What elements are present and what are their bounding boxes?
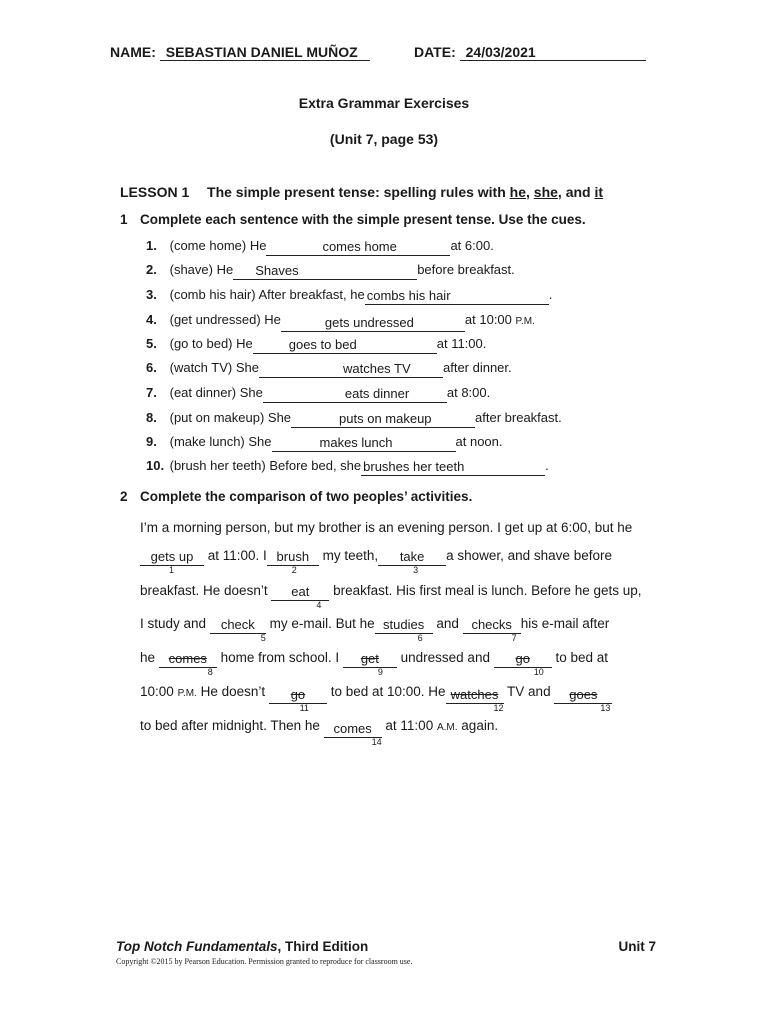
item-cue: (eat dinner) She: [169, 385, 263, 400]
lesson-he: he: [509, 184, 527, 200]
page-title: Extra Grammar Exercises: [298, 95, 470, 111]
ex2-text: again.: [461, 718, 499, 733]
blank-number: 9: [377, 667, 383, 677]
lesson-label: LESSON 1: [120, 184, 190, 200]
item-cue: (watch TV) She: [169, 360, 259, 375]
blank-number: 4: [316, 600, 322, 610]
answer-text: get: [360, 651, 379, 666]
ex2-text: home from school. I: [220, 650, 340, 665]
item-rest: .: [548, 287, 553, 302]
ex2-text: my e-mail. But he: [269, 616, 375, 631]
exercise-1-number: 1: [120, 212, 128, 227]
item-cue: (go to bed) He: [169, 336, 253, 351]
name-label: NAME:: [110, 44, 156, 60]
lesson-it: it: [594, 184, 604, 200]
answer-blank-1[interactable]: [140, 549, 204, 575]
blank-number: 7: [511, 633, 517, 643]
ex2-line-7: [140, 716, 499, 747]
ex2-text: breakfast. He doesn’t: [140, 583, 268, 598]
answer-blank-2[interactable]: [267, 549, 319, 575]
answer-text: puts on makeup: [339, 411, 432, 426]
item-number: 2.: [146, 262, 157, 277]
answer-blank-12[interactable]: [446, 687, 504, 713]
answer-text: goes to bed: [288, 337, 357, 352]
answer-blank[interactable]: [253, 337, 437, 354]
blank-number: 10: [533, 667, 544, 677]
answer-text: studies: [383, 617, 425, 632]
answer-blank-13[interactable]: [554, 687, 612, 713]
ex1-item-5: [146, 334, 486, 354]
answer-text: check: [220, 617, 255, 632]
footer-unit: Unit 7: [618, 939, 656, 954]
answer-blank[interactable]: [272, 435, 456, 452]
ex2-text: at 11:00. I: [207, 548, 267, 563]
blank-number: 14: [371, 737, 382, 747]
answer-blank[interactable]: [263, 386, 447, 403]
item-number: 10.: [146, 458, 165, 473]
answer-blank-9[interactable]: [343, 651, 397, 677]
ex2-line-3: [140, 581, 642, 610]
item-number: 4.: [146, 312, 157, 327]
ex2-text: to bed after midnight. Then he: [140, 718, 320, 733]
ex1-item-1: [146, 236, 494, 256]
answer-blank[interactable]: [365, 288, 549, 305]
item-number: 6.: [146, 360, 157, 375]
copyright-notice: Copyright ©2015 by Pearson Education. Permission granted to reproduce for classroom use.: [116, 957, 413, 966]
blank-number: 12: [493, 703, 504, 713]
book-name: Top Notch Fundamentals: [116, 939, 278, 954]
item-rest: at 10:00: [464, 312, 512, 327]
blank-number: 11: [299, 703, 309, 713]
answer-blank[interactable]: [266, 239, 450, 256]
lesson-title: The simple present tense: spelling rules with: [207, 184, 506, 200]
footer-book-title: [116, 939, 368, 954]
answer-text: comes: [333, 721, 372, 736]
exercise-2-text: Complete the comparison of two peoples’ activities.: [140, 489, 473, 504]
ex2-text: He doesn’t: [200, 684, 266, 699]
date-row: [414, 44, 646, 61]
item-cue: (get undressed) He: [169, 312, 281, 327]
exercise-2-number: 2: [120, 489, 128, 504]
blank-number: 2: [291, 565, 297, 575]
answer-text: eat: [291, 584, 310, 599]
ex2-text: TV and: [507, 684, 551, 699]
ex2-pm: P.M.: [177, 688, 197, 699]
answer-blank-10[interactable]: [494, 651, 552, 677]
ex2-am: A.M.: [436, 722, 458, 733]
answer-blank-6[interactable]: [375, 617, 433, 643]
date-label: DATE:: [414, 44, 456, 60]
ex2-text: he: [140, 650, 156, 665]
answer-text: goes: [569, 687, 598, 702]
answer-blank[interactable]: [281, 315, 465, 332]
item-rest: before breakfast.: [417, 262, 515, 277]
ex2-text: at 11:00: [385, 718, 434, 733]
item-number: 3.: [146, 287, 157, 302]
exercise-2-instruction: [120, 489, 472, 504]
answer-blank[interactable]: [233, 263, 417, 280]
answer-text: watches: [450, 687, 499, 702]
exercise-1-instruction: [120, 212, 586, 227]
answer-text: go: [515, 651, 530, 666]
item-cue: (put on makeup) She: [169, 410, 292, 425]
ex2-text: I study and: [140, 616, 207, 631]
name-row: [110, 44, 370, 61]
answer-blank-7[interactable]: [463, 617, 521, 643]
ex2-text: 10:00: [140, 684, 174, 699]
item-number: 5.: [146, 336, 157, 351]
answer-blank-3[interactable]: [378, 549, 446, 575]
ex1-item-9: [146, 432, 503, 452]
answer-text: combs his hair: [366, 288, 451, 303]
ex2-line-6: [140, 682, 612, 713]
ex2-text: to bed at 10:00. He: [330, 684, 446, 699]
item-number: 8.: [146, 410, 157, 425]
ex1-item-8: [146, 408, 562, 428]
exercise-1-text: Complete each sentence with the simple present tense. Use the cues.: [140, 212, 586, 227]
answer-text: checks: [471, 617, 512, 632]
blank-number: 1: [168, 565, 174, 575]
ex2-line-4: [140, 614, 610, 643]
blank-number: 5: [260, 633, 266, 643]
ex1-item-6: [146, 358, 512, 378]
blank-number: 3: [413, 565, 419, 575]
item-rest: .: [545, 458, 549, 473]
answer-text: gets undressed: [324, 315, 414, 330]
book-edition: , Third Edition: [277, 939, 369, 954]
lesson-she: she: [533, 184, 558, 200]
ex2-text: I’m a morning person, but my brother is an evening person. I get up at 6:00, but he: [140, 520, 633, 535]
answer-text: comes: [168, 651, 207, 666]
ex1-item-2: [146, 260, 515, 280]
answer-text: brush: [276, 549, 310, 564]
item-rest: at 11:00.: [436, 336, 487, 351]
item-rest: after dinner.: [442, 360, 512, 375]
ex2-line-5: [140, 648, 609, 677]
date-field[interactable]: 24/03/2021: [460, 44, 646, 61]
answer-text: brushes her teeth: [363, 459, 465, 474]
answer-blank[interactable]: [361, 459, 545, 476]
answer-text: gets up: [150, 549, 194, 564]
answer-text: comes home: [322, 239, 397, 254]
ex2-text: my teeth,: [322, 548, 379, 563]
ex2-text: and: [436, 616, 459, 631]
item-rest: at noon.: [455, 434, 503, 449]
ex2-text: his e-mail after: [520, 616, 610, 631]
lesson-and: and: [565, 184, 591, 200]
item-pm: P.M.: [515, 316, 535, 327]
ex2-line-2: [140, 546, 612, 575]
answer-text: Shaves: [255, 263, 299, 278]
blank-number: 13: [600, 703, 611, 713]
answer-text: watches TV: [342, 361, 411, 376]
item-cue: (brush her teeth) Before bed, she: [169, 458, 362, 473]
item-number: 9.: [146, 434, 157, 449]
ex1-item-4: [146, 310, 535, 330]
ex2-text: a shower, and shave before: [446, 548, 612, 563]
answer-blank-5[interactable]: [210, 617, 266, 643]
ex2-text: undressed and: [400, 650, 490, 665]
item-cue: (comb his hair) After breakfast, he: [169, 287, 365, 302]
answer-text: eats dinner: [344, 386, 410, 401]
ex2-text: to bed at: [555, 650, 609, 665]
answer-text: go: [290, 687, 306, 702]
name-field[interactable]: SEBASTIAN DANIEL MUÑOZ: [160, 44, 370, 61]
answer-blank-14[interactable]: [324, 721, 382, 747]
ex1-item-7: [146, 383, 490, 403]
item-cue: (come home) He: [169, 238, 267, 253]
answer-text: take: [399, 549, 425, 564]
blank-number: 8: [207, 667, 213, 677]
lesson-heading: LESSON 1 The simple present tense: spelling rules with he, she, and it: [120, 184, 604, 200]
blank-number: 6: [417, 633, 423, 643]
answer-text: makes lunch: [319, 435, 393, 450]
item-cue: (shave) He: [169, 262, 234, 277]
item-number: 1.: [146, 238, 157, 253]
item-number: 7.: [146, 385, 157, 400]
ex1-item-10: [146, 456, 549, 476]
ex2-text: breakfast. His first meal is lunch. Before he gets up,: [333, 583, 642, 598]
ex1-item-3: [146, 285, 552, 305]
answer-blank-11[interactable]: [269, 687, 327, 713]
page-subtitle: (Unit 7, page 53): [329, 131, 439, 147]
item-rest: at 6:00.: [450, 238, 494, 253]
answer-blank-4[interactable]: [271, 584, 329, 610]
item-rest: at 8:00.: [446, 385, 491, 400]
item-cue: (make lunch) She: [169, 434, 272, 449]
answer-blank-8[interactable]: [159, 651, 217, 677]
answer-blank[interactable]: [291, 411, 475, 428]
answer-blank[interactable]: [259, 361, 443, 378]
ex2-line-1: [140, 518, 632, 538]
item-rest: after breakfast.: [475, 410, 562, 425]
